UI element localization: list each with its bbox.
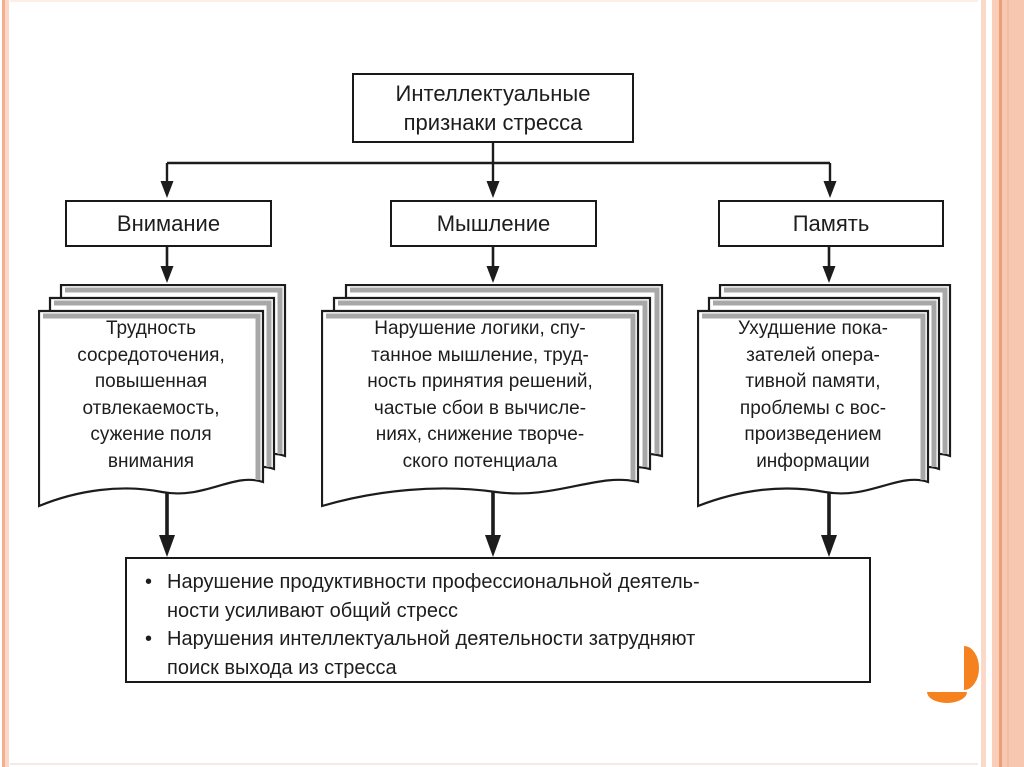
branch-node-memory bbox=[718, 200, 944, 247]
root-node-label: Интеллектуальные признаки стресса bbox=[395, 81, 591, 135]
summary-bullet-1 bbox=[145, 568, 853, 625]
branch-node-thinking bbox=[390, 200, 597, 247]
branch-node-attention bbox=[65, 200, 272, 247]
summary-bullet-text: Нарушения интеллектуальной деятельности затрудняют поиск выхода из стресса bbox=[167, 628, 696, 679]
document-stack-thinking bbox=[321, 284, 667, 516]
document-stack-attention bbox=[38, 284, 290, 516]
branch-node-label: Память bbox=[792, 210, 870, 236]
document-text: Трудность сосредоточения, повышенная отвлекаемость, сужение поля внимания bbox=[77, 318, 225, 472]
document-text: Нарушение логики, спу- танное мышление, труд- ность принятия решений, частые сбои в вычисле- ниях, снижение творче- ского потенциала bbox=[367, 318, 593, 472]
document-stack-memory bbox=[697, 284, 955, 516]
summary-box bbox=[125, 557, 871, 683]
summary-bullet-text: Нарушение продуктивности профессиональной деятель- ности усиливают общий стресс bbox=[167, 571, 700, 622]
branch-node-label: Внимание bbox=[116, 210, 221, 236]
summary-bullet-2 bbox=[145, 625, 853, 682]
branch-node-label: Мышление bbox=[436, 210, 551, 236]
document-text: Ухудшение пока- зателей опера- тивной памяти, проблемы с вос- произведением информации bbox=[738, 318, 888, 472]
bullet-icon: • bbox=[145, 571, 153, 593]
bullet-icon: • bbox=[145, 628, 153, 650]
root-node-intellectual-signs bbox=[352, 73, 634, 143]
